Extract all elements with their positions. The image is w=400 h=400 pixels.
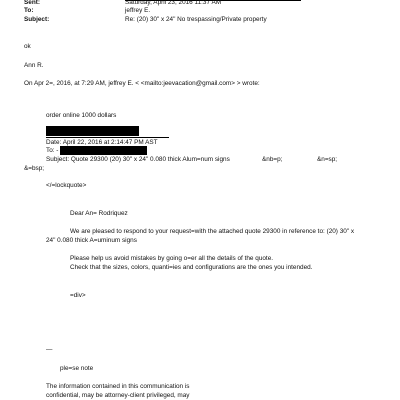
paragraph-line: Please help us avoid mistakes by going o=er all the details of the quote.	[70, 255, 274, 262]
please-note: ple=se note	[60, 365, 94, 372]
order-line: order online 1000 dollars	[46, 112, 117, 119]
quoted-to-line: To: -	[46, 147, 59, 154]
paragraph-line: Check that the sizes, colors, quanti=ies and configurations are the ones you intended.	[70, 264, 313, 271]
sent-value: Saturday, April 23, 2016 11:37 AM	[125, 0, 222, 6]
redaction-bar	[60, 146, 147, 155]
quoted-date-line: Date: April 22, 2016 at 2:14:47 PM AST	[46, 139, 158, 146]
quoted-header-rule	[46, 137, 169, 138]
redaction-bar	[46, 126, 139, 136]
subject-label: Subject:	[24, 16, 50, 23]
reply-ok: ok	[24, 43, 31, 50]
div-tag: =div>	[70, 292, 86, 299]
lockquote-tag: </=lockquote>	[46, 182, 87, 189]
dash-mark: —	[46, 346, 53, 353]
subject-value: Re: (20) 30" x 24" No trespassing/Private property	[125, 16, 267, 23]
quoted-subject-line: Subject: Quote 29300 (20) 30" x 24" 0.080 thick Alum=num signs	[46, 156, 230, 163]
entity-text: &=bsp;	[24, 165, 45, 172]
footer-line: The information contained in this communication is	[46, 383, 190, 390]
paragraph-line: 24" 0.080 thick A=uminum signs	[46, 237, 137, 244]
paragraph-line: We are pleased to respond to your request=with the attached quote 29300 in reference to: (20) 30" x	[70, 228, 355, 235]
entity-text: &n=sp;	[317, 156, 338, 163]
reply-signature: Ann R.	[24, 62, 44, 69]
entity-text: &nb=p;	[262, 156, 283, 163]
to-label: To:	[24, 7, 34, 14]
sent-label: Sent:	[24, 0, 40, 6]
wrote-line: On Apr 2=, 2016, at 7:29 AM, jeffrey E. < <mailto:jeevacation@gmail.com> > wrote:	[24, 80, 260, 87]
greeting: Dear An= Rodriquez	[70, 210, 128, 217]
to-value: jeffrey E.	[125, 7, 151, 14]
footer-line: confidential, may be attorney-client privileged, may	[46, 392, 190, 399]
